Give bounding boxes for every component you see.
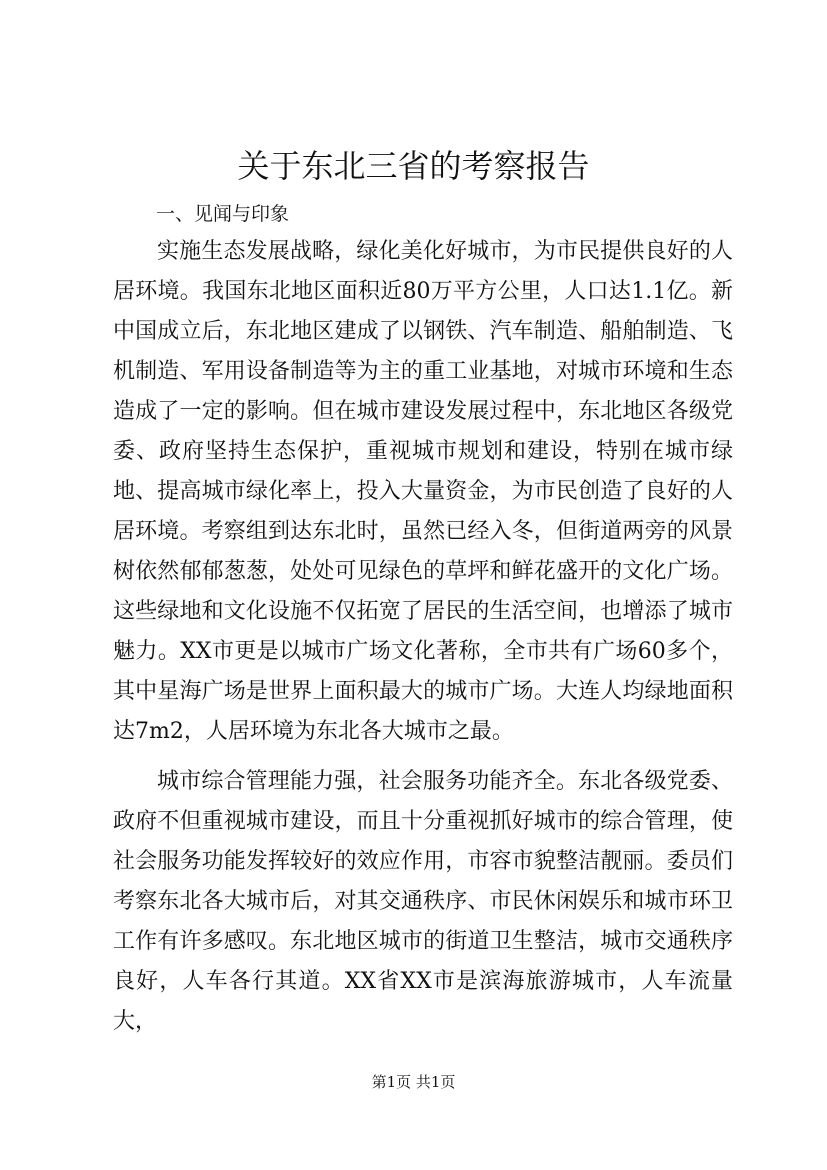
document-title: 关于东北三省的考察报告 <box>237 147 590 185</box>
page-footer: 第1页 共1页 <box>371 1073 456 1091</box>
body-paragraph: 城市综合管理能力强，社会服务功能齐全。东北各级党委、政府不但重视城市建设，而且十分重视抓好城市的综合管理，使社会服务功能发挥较好的效应作用，市容市貌整洁靓丽。委员们考察东北各大城市后，对其交通秩序、市民休闲娱乐和城市环卫工作有许多感叹。东北地区城市的街道卫生整洁，城市交通秩序良好，人车各行其道。XX省XX市是滨海旅游城市，人车流量大， <box>113 769 733 1034</box>
body-paragraph: 实施生态发展战略，绿化美化好城市，为市民提供良好的人居环境。我国东北地区面积近80万平方公里，人口达1.1亿。新中国成立后，东北地区建成了以钢铁、汽车制造、船舶制造、飞机制造、军用设备制造等为主的重工业基地，对城市环境和生态造成了一定的影响。但在城市建设发展过程中，东北地区各级党委、政府坚持生态保护，重视城市规划和建设，特别在城市绿地、提高城市绿化率上，投入大量资金，为市民创造了良好的人居环境。考察组到达东北时，虽然已经入冬，但街道两旁的风景树依然郁郁葱葱，处处可见绿色的草坪和鲜花盛开的文化广场。这些绿地和文化设施不仅拓宽了居民的生活空间，也增添了城市魅力。XX市更是以城市广场文化著称，全市共有广场60多个，其中星海广场是世界上面积最大的城市广场。大连人均绿地面积达7m2，人居环境为东北各大城市之最。 <box>113 239 733 744</box>
section-heading: 一、见闻与印象 <box>156 203 290 225</box>
